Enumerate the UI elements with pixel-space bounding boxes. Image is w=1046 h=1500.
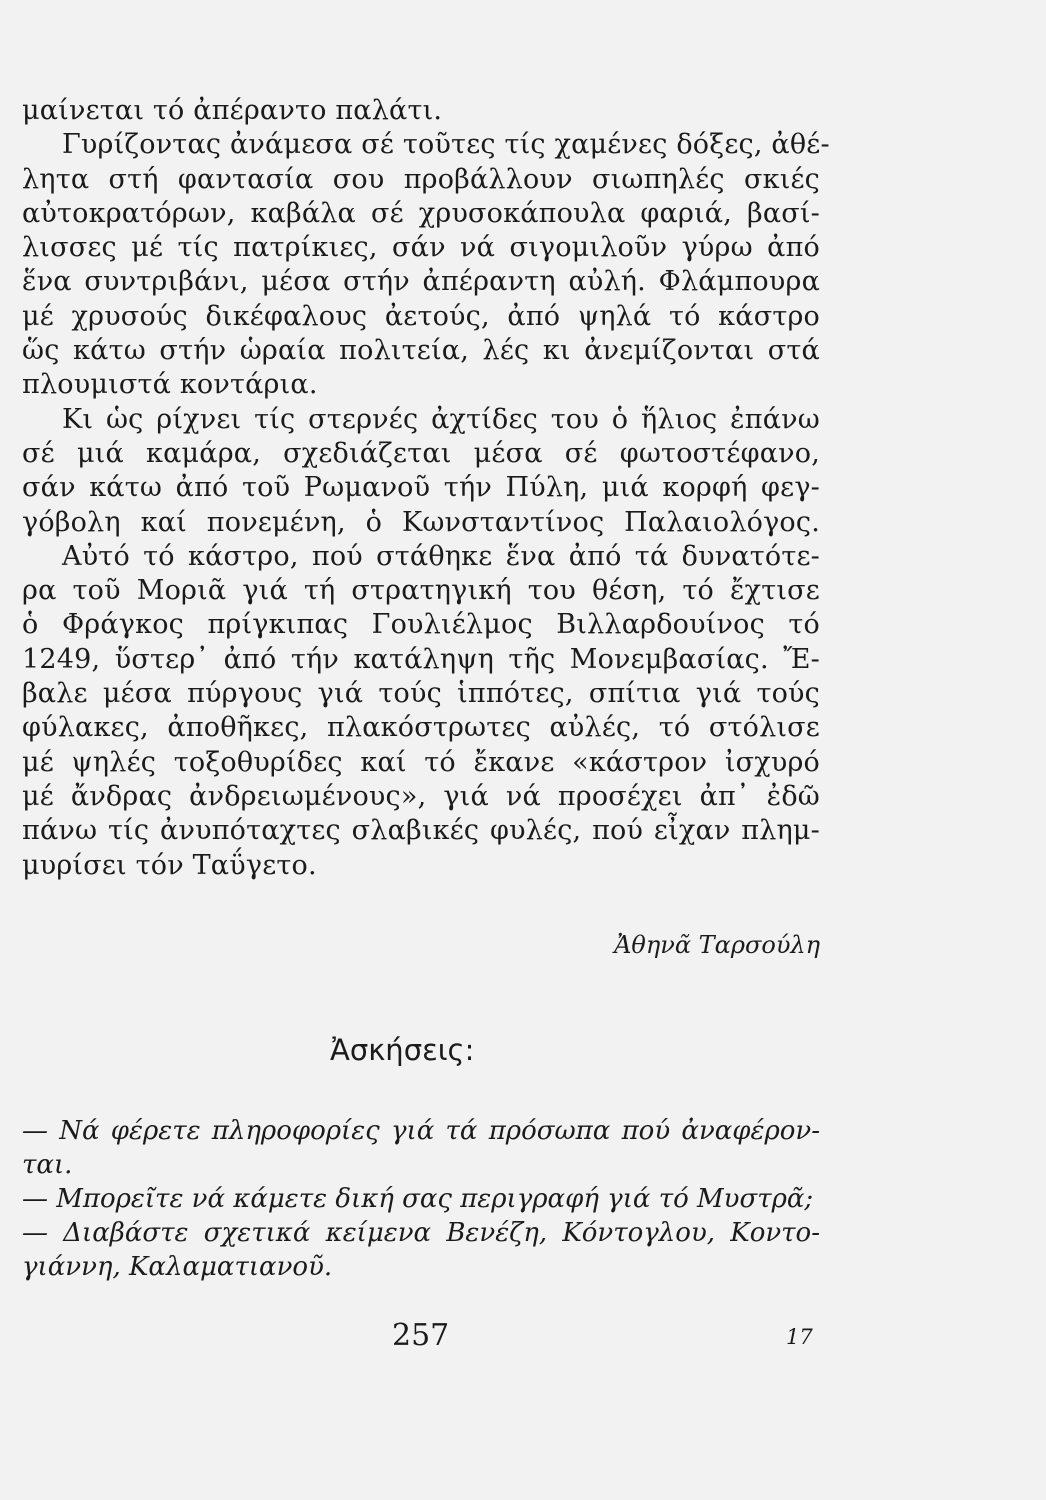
- text-line: ὁ Φράγκος πρίγκιπας Γουλιέλμος Βιλλαρδουίνος τό: [22, 609, 820, 641]
- text-line: ρα τοῦ Μοριᾶ γιά τή στρατηγική του θέση, τό ἔχτισε: [22, 575, 820, 607]
- text-line: μέ ἄνδρας ἀνδρειωμένους», γιά νά προσέχει ἀπ᾽ ἐδῶ: [22, 780, 820, 812]
- text-line: Κι ὡς ρίχνει τίς στερνές ἀχτίδες του ὁ ἥλιος ἐπάνω: [62, 403, 820, 435]
- exercises-list: [22, 1114, 820, 1284]
- text-line: σέ μιά καμάρα, σχεδιάζεται μέσα σέ φωτοστέφανο,: [22, 437, 820, 469]
- exercise-line: — Διαβάστε σχετικά κείμενα Βενέζη, Κόντογλου, Κοντο-: [22, 1218, 820, 1248]
- text-line: λητα στή φαντασία σου προβάλλουν σιωπηλές σκιές: [22, 163, 820, 195]
- text-line: ἕνα συντριβάνι, μέσα στήν ἀπέραντη αὐλή. Φλάμπουρα: [22, 266, 820, 298]
- text-line: φύλακες, ἀποθῆκες, πλακόστρωτες αὐλές, τό στόλισε: [22, 712, 820, 744]
- body-text: [22, 94, 830, 883]
- text-line: αὐτοκρατόρων, καβάλα σέ χρυσοκάπουλα φαριά, βασί-: [22, 197, 820, 229]
- author-signature: Ἀθηνᾶ Ταρσούλη: [614, 931, 820, 959]
- text-line: βαλε μέσα πύργους γιά τούς ἱππότες, σπίτια γιά τούς: [22, 678, 820, 710]
- text-line: σάν κάτω ἀπό τοῦ Ρωμανοῦ τήν Πύλη, μιά κορφή φεγ-: [22, 472, 820, 504]
- text-line: πάνω τίς ἀνυπόταχτες σλαβικές φυλές, πού εἶχαν πλημ-: [22, 815, 820, 847]
- text-line: Γυρίζοντας ἀνάμεσα σέ τοῦτες τίς χαμένες δόξες, ἀθέ-: [62, 129, 830, 161]
- text-line: γόβολη καί πονεμένη, ὁ Κωνσταντίνος Παλαιολόγος.: [22, 506, 820, 538]
- exercise-line: γιάννη, Καλαματιανοῦ.: [22, 1252, 333, 1282]
- text-line: πλουμιστά κοντάρια.: [22, 369, 318, 401]
- text-line: μέ χρυσούς δικέφαλους ἀετούς, ἀπό ψηλά τό κάστρο: [22, 300, 820, 332]
- text-line: Αὐτό τό κάστρο, πού στάθηκε ἕνα ἀπό τά δυνατότε-: [62, 540, 820, 572]
- exercise-line: — Νά φέρετε πληροφορίες γιά τά πρόσωπα πού ἀναφέρον-: [22, 1116, 820, 1146]
- signature-mark: 17: [786, 1325, 813, 1349]
- text-line: 1249, ὕστερ᾽ ἀπό τήν κατάληψη τῆς Μονεμβασίας. Ἔ-: [22, 643, 820, 675]
- text-line: λισσες μέ τίς πατρίκιες, σάν νά σιγομιλοῦν γύρω ἀπό: [22, 232, 820, 264]
- exercises-heading: Ἀσκήσεις:: [330, 1033, 475, 1067]
- text-line: μέ ψηλές τοξοθυρίδες καί τό ἔκανε «κάστρον ἰσχυρό: [22, 746, 820, 778]
- page-number: 257: [392, 1318, 450, 1353]
- text-line: μυρίσει τόν Ταΰγετο.: [22, 849, 317, 881]
- text-line: μαίνεται τό ἀπέραντο παλάτι.: [22, 95, 443, 126]
- text-line: ὥς κάτω στήν ὡραία πολιτεία, λές κι ἀνεμίζονται στά: [22, 335, 820, 367]
- exercise-line: ται.: [22, 1150, 73, 1180]
- exercise-line: — Μπορεῖτε νά κάμετε δική σας περιγραφή γιά τό Μυστρᾶ;: [22, 1184, 814, 1214]
